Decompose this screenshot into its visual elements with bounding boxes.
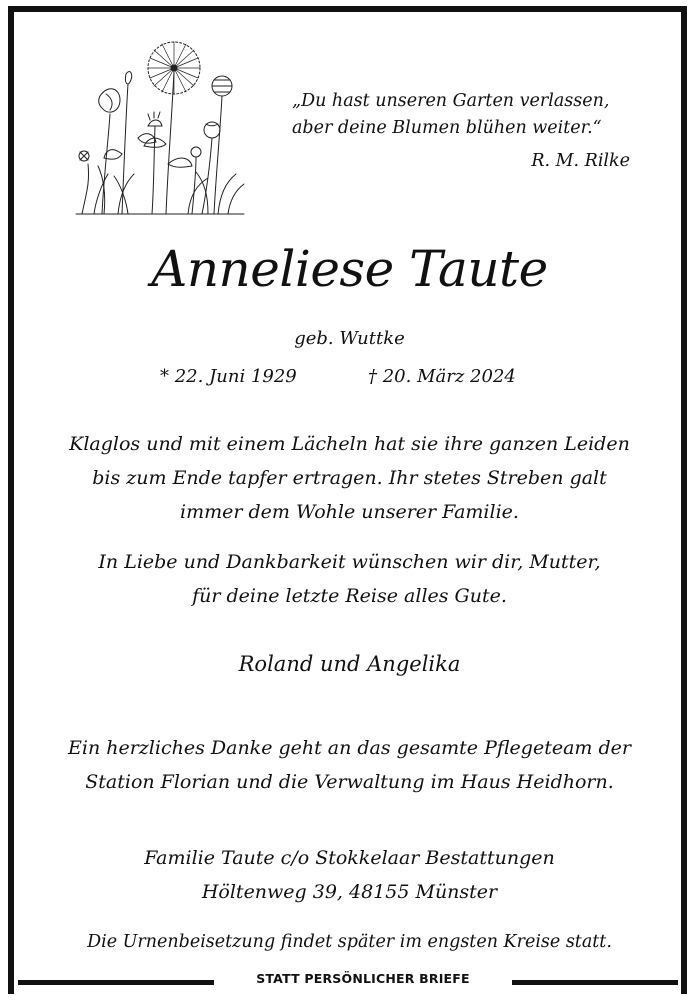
footer-rule-right [512, 980, 678, 985]
thanks-line-1: Ein herzliches Danke geht an das gesamte Pflegeteam der [68, 737, 631, 759]
footer-rule-left [18, 980, 214, 985]
tribute-paragraph [0, 427, 699, 529]
quote-author: R. M. Rilke [531, 151, 630, 171]
quote-line-1: „Du hast unseren Garten verlassen, [292, 91, 610, 111]
poem-quote [292, 88, 632, 142]
birth-date: * 22. Juni 1929 [160, 366, 297, 387]
farewell-paragraph [0, 545, 699, 613]
death-date: † 20. März 2024 [368, 366, 516, 387]
quote-line-2: aber deine Blumen blühen weiter.“ [292, 118, 602, 138]
urn-notice: Die Urnenbeisetzung findet später im engsten Kreise statt. [87, 932, 612, 952]
deceased-name: Anneliese Taute [151, 240, 548, 298]
address-line-1: Familie Taute c/o Stokkelaar Bestattungen [144, 847, 555, 869]
tribute-line-2: bis zum Ende tapfer ertragen. Ihr stetes Streben galt [92, 467, 607, 489]
contact-address [0, 841, 699, 909]
tribute-line-3: immer dem Wohle unserer Familie. [180, 501, 519, 523]
tribute-line-1: Klaglos und mit einem Lächeln hat sie ihre ganzen Leiden [69, 433, 630, 455]
thanks-paragraph [0, 731, 699, 799]
maiden-name: geb. Wuttke [294, 328, 405, 349]
thanks-line-2: Station Florian und die Verwaltung im Haus Heidhorn. [85, 771, 614, 793]
mourners-names: Roland und Angelika [238, 652, 461, 676]
farewell-line-2: für deine letzte Reise alles Gute. [192, 585, 507, 607]
footer-label: STATT PERSÖNLICHER BRIEFE [256, 971, 470, 986]
wildflowers-illustration [68, 34, 246, 216]
address-line-2: Höltenweg 39, 48155 Münster [201, 881, 498, 903]
farewell-line-1: In Liebe und Dankbarkeit wünschen wir dir, Mutter, [98, 551, 601, 573]
